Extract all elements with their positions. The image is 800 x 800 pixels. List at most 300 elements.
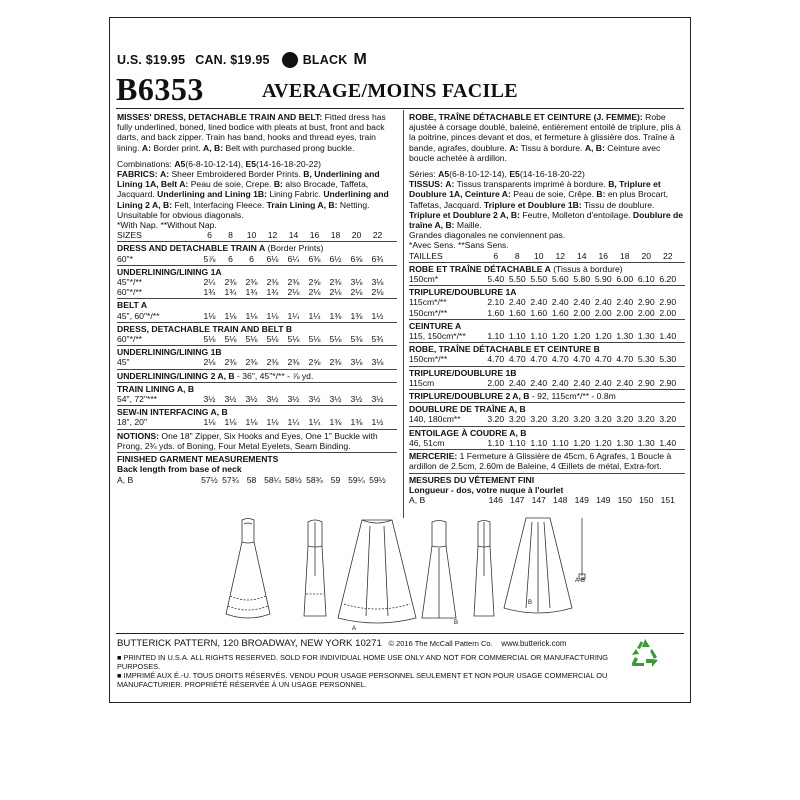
width-label: 115, 150cm*/**: [409, 331, 466, 342]
series: [409, 169, 685, 179]
yardage-value: 2.90: [637, 297, 655, 308]
section-heading-text: ROBE, TRAÎNE DÉTACHABLE ET CEINTURE B: [409, 344, 600, 355]
fabrics-3-text: also Brocade, Taffeta, Jacquard.: [117, 179, 369, 200]
size-value: 10: [533, 250, 544, 261]
yardage-value: 5¾: [371, 334, 384, 345]
yardage-value: 3½: [308, 394, 321, 405]
yardage-value: 2.40: [594, 377, 612, 388]
yardage-value: 1½: [371, 417, 384, 428]
back-length-value: 58¼: [264, 474, 281, 485]
yardage-value: 5⅜: [350, 334, 363, 345]
footer-legal: [117, 653, 617, 689]
yardage-value: 1.30: [616, 437, 634, 448]
yardage-value: 5.40: [487, 274, 505, 285]
finished-heading-text: FINISHED GARMENT MEASUREMENTS: [117, 454, 279, 465]
width-label: 150cm*/**: [409, 354, 448, 365]
yardage-value: 1¾: [224, 287, 237, 298]
yardage-value: 4.70: [508, 354, 526, 365]
series-e5: E5: [509, 169, 520, 180]
back-length-value: 58: [246, 474, 257, 485]
yardage-row: [117, 394, 397, 404]
yardage-value: 1⅛: [245, 310, 258, 321]
notions: [117, 431, 397, 451]
size-value: 8: [228, 230, 233, 241]
section-heading-text: UNDERLINING/LINING 1A: [117, 266, 222, 277]
back-length-value: 59½: [369, 474, 386, 485]
yardage-value: 1¼: [287, 417, 300, 428]
tissus-3-text: en plus Brocart, Taffetas, Jacquard.: [409, 189, 669, 210]
tissus-1-text: Tissus transparents imprimé à bordure.: [456, 179, 606, 190]
section-heading: [117, 371, 397, 381]
size-value: 16: [598, 250, 609, 261]
yardage-value: 1¾: [203, 287, 216, 298]
caption-a-b: A-B: [575, 578, 586, 584]
fabrics-2-label: B, Underlining and Lining 1A, Belt A:: [117, 169, 380, 190]
yardage-value: 2⅝: [308, 357, 321, 368]
combination-a5-sizes: (6-8-10-12-14),: [185, 158, 244, 169]
back-length-value: 59: [330, 474, 341, 485]
yardage-value: 1.10: [487, 331, 505, 342]
section-heading-note: - 92, 115cm*/** - 0.8m: [531, 391, 616, 402]
mercerie: [409, 451, 685, 471]
tissus-1-label: A:: [445, 179, 455, 190]
yardage-value: 2.90: [637, 377, 655, 388]
size-value: 22: [662, 250, 673, 261]
yardage-value: 1.20: [594, 437, 612, 448]
english-yardage-table: [117, 230, 397, 429]
section-heading: [409, 344, 685, 354]
yardage-value: 6¼: [287, 253, 300, 264]
dress-a-back-drawing: [304, 520, 326, 616]
yardage-value: 2⅛: [203, 357, 216, 368]
fabrics-6-text: Netting.: [339, 199, 370, 210]
section-heading-text: CEINTURE A: [409, 320, 462, 331]
mercerie-text: 1 Fermeture à Glissière de 45cm, 6 Agrafes, 1 Boucle à ardillon de 2.5cm, 2.60m de Baleine, 4 Œillets de métal, Extra-fort.: [409, 451, 672, 472]
yardage-value: 3.20: [530, 414, 548, 425]
yardage-value: 3.20: [551, 414, 569, 425]
width-label: 140, 180cm**: [409, 414, 461, 425]
yardage-value: 1⅛: [224, 417, 237, 428]
back-length-label: A, B: [117, 474, 134, 485]
section-heading-text: ROBE ET TRAÎNE DÉTACHABLE A: [409, 263, 551, 274]
yardage-row: [409, 378, 685, 388]
series-a5-sizes: (6-8-10-12-14),: [449, 169, 507, 180]
yardage-value: 5.60: [551, 274, 569, 285]
fr-back-length-heading-text: Longueur - dos, votre nuque à l'ourlet: [409, 484, 564, 495]
section-heading-note: - 36", 45"*/** - ⅞ yd.: [237, 370, 314, 381]
yardage-value: 3.20: [573, 414, 591, 425]
back-length-value: 149: [596, 494, 611, 505]
english-column: [117, 112, 397, 485]
yardage-value: 1.30: [637, 331, 655, 342]
english-description-text: Fitted dress has fully underlined, boned, lined bodice with pleats at bust, front and back darts, and back zipper. Train has band, hooks and thread eyes, train lining.: [117, 112, 386, 153]
fabrics-6-label: Train Lining A, B:: [266, 199, 338, 210]
fabrics-3-label: B:: [273, 179, 283, 190]
size-value: 10: [246, 230, 257, 241]
yardage-value: 1⅜: [350, 310, 363, 321]
back-length-value: 59¼: [348, 474, 365, 485]
back-length-value: 150: [617, 494, 632, 505]
yardage-value: 5.50: [508, 274, 526, 285]
yardage-value: 5⅛: [287, 334, 300, 345]
section-heading: [409, 321, 685, 331]
size-value: 20: [641, 250, 652, 261]
back-length-label: A, B: [409, 494, 426, 505]
width-label: 54", 72"***: [117, 394, 158, 405]
yardage-row: [409, 274, 685, 284]
yardage-value: 1¼: [287, 310, 300, 321]
dress-b-back-drawing: [474, 521, 494, 617]
yardage-value: 3.20: [616, 414, 634, 425]
yardage-value: 4.70: [594, 354, 612, 365]
section-heading-note: (Tissus à bordure): [553, 263, 623, 274]
yardage-value: 2.40: [508, 377, 526, 388]
back-length-value: 147: [531, 494, 546, 505]
tissus-label: TISSUS:: [409, 179, 443, 190]
size-mark: M: [353, 51, 367, 68]
yardage-value: 2⅜: [287, 277, 300, 288]
french-description: [409, 112, 685, 163]
tissus-6-text: Maille.: [456, 220, 482, 231]
yardage-value: 2⅜: [266, 357, 279, 368]
yardage-value: 5.90: [594, 274, 612, 285]
yardage-value: 2.00: [594, 307, 612, 318]
section-heading: [409, 368, 685, 378]
yardage-value: 1¼: [308, 417, 321, 428]
section-heading-text: DRESS AND DETACHABLE TRAIN A: [117, 243, 266, 254]
yardage-value: 2⅝: [308, 277, 321, 288]
yardage-value: 1.20: [573, 331, 591, 342]
combinations: [117, 159, 397, 169]
yardage-value: 3⅛: [371, 357, 384, 368]
section-heading: [117, 324, 397, 334]
yardage-value: 6: [228, 253, 233, 264]
combination-e5: E5: [245, 158, 257, 169]
yardage-value: 1.60: [487, 307, 505, 318]
mercerie-label: MERCERIE:: [409, 451, 458, 462]
yardage-value: 3½: [371, 394, 384, 405]
yardage-value: 2.00: [487, 377, 505, 388]
yardage-value: 5⅞: [203, 253, 216, 264]
yardage-value: 1⅛: [245, 417, 258, 428]
yardage-value: 2.90: [659, 297, 677, 308]
fr-finished-heading: [409, 475, 685, 485]
yardage-value: 1.30: [616, 331, 634, 342]
price-us: U.S. $19.95: [117, 53, 186, 67]
fr-desc-ab-label: A, B:: [584, 142, 605, 153]
english-back-length-row: [117, 475, 397, 485]
yardage-value: 5.30: [659, 354, 677, 365]
belt-drawing: [579, 518, 585, 579]
website-link[interactable]: www.butterick.com: [501, 639, 567, 648]
yardage-value: 3.20: [637, 414, 655, 425]
series-label: Séries:: [409, 169, 436, 180]
yardage-value: 3½: [245, 394, 258, 405]
size-value: 6: [493, 250, 499, 261]
fr-desc-a-label: A:: [509, 142, 519, 153]
width-label: 45": [117, 357, 130, 368]
yardage-value: 2.90: [659, 377, 677, 388]
section-heading: [409, 428, 685, 438]
width-label: 115cm: [409, 377, 435, 388]
yardage-value: 3.20: [659, 414, 677, 425]
yardage-value: 1⅜: [329, 417, 342, 428]
size-value: 12: [555, 250, 566, 261]
yardage-value: 1.20: [594, 331, 612, 342]
french-title: ROBE, TRAÎNE DÉTACHABLE ET CEINTURE (J. FEMME):: [409, 112, 643, 122]
yardage-value: 1⅛: [203, 417, 216, 428]
tissus-2-label: B, Triplure et Doublure 1A, Ceinture A:: [409, 179, 661, 200]
yardage-value: 1.10: [487, 437, 505, 448]
pattern-number: B6353: [116, 71, 204, 107]
fr-back-length-heading: [409, 485, 685, 495]
yardage-value: 4.70: [530, 354, 548, 365]
yardage-row: [409, 297, 685, 307]
french-metrage-table: [409, 251, 685, 450]
section-heading-text: DRESS, DETACHABLE TRAIN AND BELT B: [117, 323, 293, 334]
column-divider: [403, 110, 404, 518]
yardage-value: 6.00: [616, 274, 634, 285]
size-value: 22: [372, 230, 383, 241]
size-value: 18: [619, 250, 630, 261]
yardage-value: 2.40: [551, 297, 569, 308]
yardage-value: 2⅜: [224, 277, 237, 288]
section-heading: [409, 391, 685, 401]
yardage-row: [117, 334, 397, 344]
yardage-value: 5⅛: [266, 334, 279, 345]
footer-company-line: [117, 638, 566, 649]
yardage-value: 2.10: [487, 297, 505, 308]
yardage-value: 2⅜: [245, 277, 258, 288]
yardage-value: 2.40: [530, 297, 548, 308]
yardage-row: [117, 417, 397, 427]
yardage-row: [409, 331, 685, 341]
desc-ab-text: Belt with purchased prong buckle.: [225, 142, 355, 153]
sizes-row: [409, 251, 685, 261]
back-length-value: 147: [510, 494, 525, 505]
combination-e5-sizes: (14-16-18-20-22): [256, 158, 321, 169]
section-heading: [117, 384, 397, 394]
back-length-heading: [117, 464, 397, 474]
width-label: 150cm*: [409, 274, 439, 285]
combination-a5: A5: [174, 158, 186, 169]
yardage-value: 6⅝: [350, 253, 363, 264]
yardage-value: 5.50: [530, 274, 548, 285]
legal-english-line: ■ PRINTED IN U.S.A. ALL RIGHTS RESERVED. SOLD FOR INDIVIDUAL HOME USE ONLY AND NOT FOR COMMERCIAL OR MANUFACTURING PURPOSES.: [117, 653, 608, 671]
yardage-row: [117, 357, 397, 367]
series-e5-sizes: (14-16-18-20-22): [519, 169, 585, 180]
yardage-value: 3.20: [594, 414, 612, 425]
yardage-value: 1.10: [530, 437, 548, 448]
dress-b-front-drawing: [422, 521, 456, 619]
section-heading: [409, 264, 685, 274]
section-heading-text: SEW-IN INTERFACING A, B: [117, 407, 228, 418]
yardage-value: 2⅜: [245, 357, 258, 368]
yardage-value: 2⅛: [371, 287, 384, 298]
section-heading-text: TRIPLURE/DOUBLURE 2 A, B: [409, 391, 530, 402]
yardage-value: 1⅛: [266, 310, 279, 321]
train-a-drawing: [338, 520, 416, 623]
caption-a: A: [352, 626, 357, 632]
tissus-2-text: Peau de soie, Crêpe.: [513, 189, 594, 200]
section-heading: [117, 267, 397, 277]
envelope-color: BLACK: [302, 53, 348, 67]
yardage-value: 1.40: [659, 437, 677, 448]
nap-note: *With Nap. **Without Nap.: [117, 220, 217, 231]
yardage-value: 1.10: [508, 437, 526, 448]
back-length-value: 146: [488, 494, 503, 505]
yardage-value: 2.40: [508, 297, 526, 308]
train-b-drawing: [504, 518, 572, 613]
fabrics-4-text: Lining Fabric.: [269, 189, 321, 200]
yardage-value: 1¾: [266, 287, 279, 298]
yardage-row: [409, 438, 685, 448]
yardage-value: 1½: [371, 310, 384, 321]
french-back-length-row: [409, 495, 685, 505]
garment-line-drawings: [220, 516, 600, 631]
fabrics-2-text: Peau de soie, Crepe.: [190, 179, 272, 190]
fabrics-label: FABRICS:: [117, 169, 158, 180]
yardage-value: 1⅛: [266, 417, 279, 428]
size-value: 14: [288, 230, 299, 241]
yardage-value: 3½: [350, 394, 363, 405]
yardage-value: 3⅛: [371, 277, 384, 288]
yardage-value: 2⅜: [266, 277, 279, 288]
size-value: 8: [514, 250, 520, 261]
yardage-value: 1.30: [637, 437, 655, 448]
yardage-value: 1.10: [508, 331, 526, 342]
yardage-value: 4.70: [487, 354, 505, 365]
legal-french: IMPRIMÉ AUX É.-U. TOUS DROITS RÉSERVÉS. VENDU POUR USAGE PERSONNEL SEULEMENT ET NON POUR USAGE COMMERCIAL OU MANUFACTURIER. PROPRIÉTÉ RÉSERVÉE À UN USAGE PERSONNEL.: [117, 671, 608, 689]
section-heading-text: TRAIN LINING A, B: [117, 383, 195, 394]
dress-a-front-drawing: [226, 519, 270, 619]
yardage-value: 2.00: [616, 307, 634, 318]
width-label: 45"*/**: [117, 277, 143, 288]
yardage-row: [117, 311, 397, 321]
yardage-value: 5⅛: [245, 334, 258, 345]
fabrics-1-label: A:: [159, 169, 170, 180]
yardage-value: 3½: [266, 394, 279, 405]
section-heading-text: TRIPLURE/DOUBLURE 1B: [409, 367, 517, 378]
size-value: 16: [309, 230, 320, 241]
legal-english: PRINTED IN U.S.A. ALL RIGHTS RESERVED. SOLD FOR INDIVIDUAL HOME USE ONLY AND NOT FOR COMMERCIAL OR MANUFACTURING PURPOSES.: [117, 653, 608, 671]
tissus-3-label: B:: [596, 189, 606, 200]
section-heading: [117, 347, 397, 357]
yardage-value: 6¾: [371, 253, 384, 264]
price-bar: [117, 51, 367, 69]
yardage-row: [117, 254, 397, 264]
yardage-value: 3½: [203, 394, 216, 405]
tissus-5-text: Feutre, Molleton d'entoilage.: [522, 209, 631, 220]
yardage-value: 3½: [287, 394, 300, 405]
sizes-row: [117, 230, 397, 240]
yardage-value: 3⅛: [350, 357, 363, 368]
yardage-value: 2⅛: [287, 287, 300, 298]
width-label: 60"*/**: [117, 334, 143, 345]
french-column: [409, 112, 685, 505]
section-heading-text: ENTOILAGE À COUDRE A, B: [409, 427, 527, 438]
size-value: 6: [207, 230, 212, 241]
unsuitable-note: Unsuitable for obvious diagonals.: [117, 209, 244, 220]
caption-b-train: B: [528, 600, 533, 606]
fabrics-4-label: Underlining and Lining 1B:: [157, 189, 267, 200]
fabrics-5-text: Felt, Interfacing Fleece.: [174, 199, 265, 210]
price-can: CAN. $19.95: [195, 53, 270, 67]
fr-desc-a-text: Tissu à bordure.: [520, 142, 583, 153]
caption-b-front: B: [454, 620, 459, 626]
recycle-icon: [628, 637, 662, 669]
yardage-value: 5⅛: [308, 334, 321, 345]
yardage-value: 6.10: [637, 274, 655, 285]
width-label: 150cm*/**: [409, 307, 448, 318]
difficulty-level: AVERAGE/MOINS FACILE: [262, 80, 518, 102]
back-length-heading-text: Back length from base of neck: [117, 464, 242, 475]
series-a5: A5: [438, 169, 450, 180]
yardage-value: 6⅛: [266, 253, 279, 264]
english-description: [117, 112, 397, 153]
back-length-value: 57½: [201, 474, 218, 485]
width-label: 45", 60"*/**: [117, 310, 160, 321]
tissus-4-label: Triplure et Doublure 1B:: [483, 199, 582, 210]
yardage-value: 2⅜: [329, 357, 342, 368]
yardage-value: 1.10: [551, 437, 569, 448]
yardage-value: 2⅜: [329, 277, 342, 288]
section-heading-note: (Border Prints): [267, 243, 324, 254]
fabrics-1-text: Sheer Embroidered Border Prints.: [171, 169, 301, 180]
yardage-row: [409, 414, 685, 424]
yardage-value: 6½: [329, 253, 342, 264]
yardage-value: 1.60: [530, 307, 548, 318]
section-heading: [117, 407, 397, 417]
copyright: © 2016 The McCall Pattern Co.: [388, 639, 493, 648]
french-description-text: Robe ajustée à corsage doublé, baleiné, entièrement entoilé de triplure, plis à la poitrine, pinces devant et dos, et fermeture à glissière dos. Traîne à bande, agrafes, doublure.: [409, 112, 681, 153]
yardage-value: 1⅜: [350, 417, 363, 428]
yardage-value: 5⅛: [224, 334, 237, 345]
legal-french-line: ■ IMPRIMÉ AUX É.-U. TOUS DROITS RÉSERVÉS. VENDU POUR USAGE PERSONNEL SEULEMENT ET NON POUR USAGE COMMERCIAL OU MANUFACTURIER. PROPRIÉTÉ RÉSERVÉE À UN USAGE PERSONNEL.: [117, 671, 608, 689]
yardage-value: 3½: [329, 394, 342, 405]
back-length-value: 57¾: [222, 474, 239, 485]
yardage-value: 1⅜: [329, 310, 342, 321]
yardage-row: [117, 287, 397, 297]
back-length-value: 151: [660, 494, 675, 505]
yardage-value: 2⅛: [308, 287, 321, 298]
yardage-value: 4.70: [616, 354, 634, 365]
yardage-value: 4.70: [573, 354, 591, 365]
section-heading-text: DOUBLURE DE TRAÎNE A, B: [409, 404, 526, 415]
yardage-row: [409, 354, 685, 364]
yardage-value: 2.40: [616, 297, 634, 308]
yardage-value: 2⅜: [224, 357, 237, 368]
yardage-value: 2⅜: [287, 357, 300, 368]
size-value: 12: [267, 230, 278, 241]
header-rule: [116, 108, 684, 109]
section-heading-text: UNDERLINING/LINING 2 A, B: [117, 370, 235, 381]
size-value: 18: [330, 230, 341, 241]
yardage-value: 1.60: [551, 307, 569, 318]
section-heading-text: TRIPLURE/DOUBLURE 1A: [409, 287, 517, 298]
tissus-6-label: Doublure de traîne A, B:: [409, 209, 684, 231]
yardage-value: 6⅜: [308, 253, 321, 264]
section-heading: [409, 287, 685, 297]
yardage-row: [117, 277, 397, 287]
width-label: 18", 20": [117, 417, 147, 428]
section-heading-text: BELT A: [117, 300, 148, 311]
yardage-value: 2.00: [573, 307, 591, 318]
yardage-value: 3.20: [487, 414, 505, 425]
fr-desc-ab-text: Ceinture avec boucle achetée à ardillon.: [409, 142, 661, 163]
yardage-value: 2⅛: [350, 287, 363, 298]
yardage-value: 1.60: [508, 307, 526, 318]
